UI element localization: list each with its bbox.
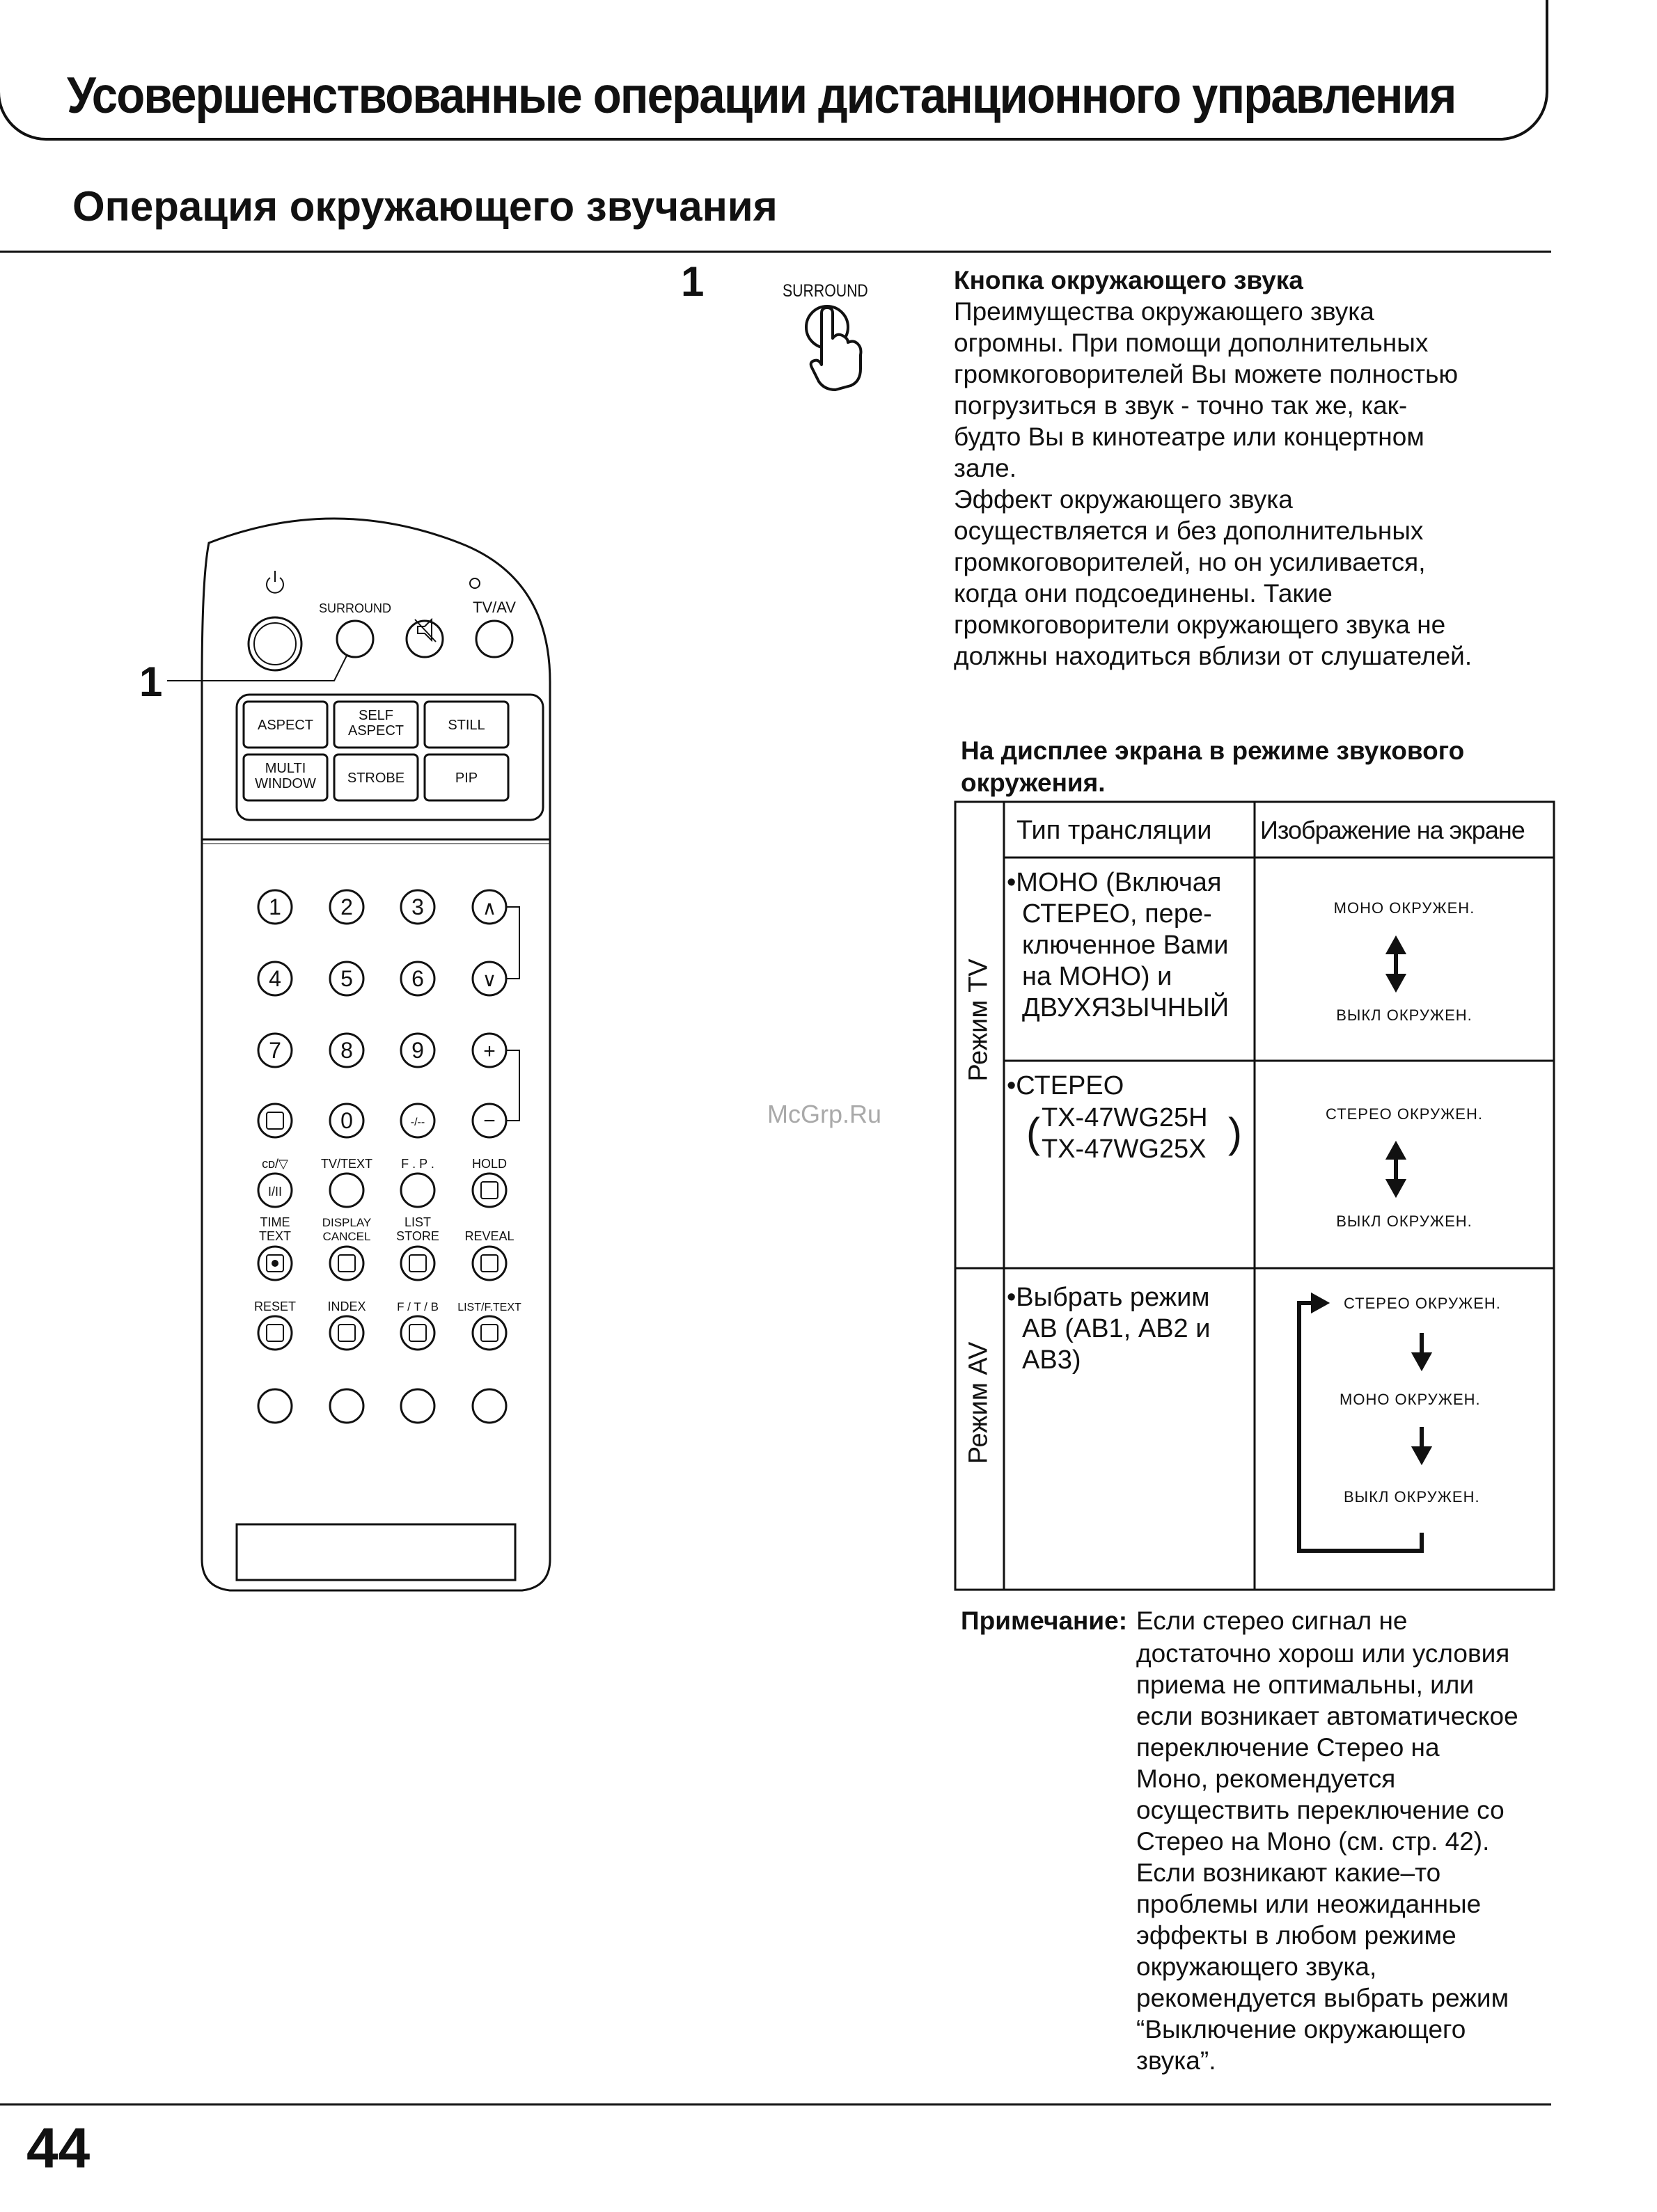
mode-tv-label: Режим TV xyxy=(964,958,994,1082)
note-line: окружающего звука, xyxy=(1136,1952,1377,1981)
surround-description xyxy=(954,264,1566,672)
note-line: Если возникают какие–то xyxy=(1136,1858,1441,1887)
blue-button[interactable] xyxy=(473,1389,506,1423)
type-line: •СТЕРЕО xyxy=(1007,1071,1124,1100)
note-first-line: Если стерео сигнал не xyxy=(1136,1606,1408,1635)
type-line: на МОНО) и xyxy=(1022,962,1172,991)
digit-label: 8 xyxy=(340,1038,353,1063)
reveal-label: REVEAL xyxy=(464,1229,515,1243)
description-line: Преимущества окружающего звука xyxy=(954,297,1374,326)
description-line: будто Вы в кинотеатре или концертном xyxy=(954,422,1424,451)
recall-button[interactable] xyxy=(258,1104,292,1137)
digit-label: 2 xyxy=(340,894,353,919)
surround-button[interactable] xyxy=(337,621,373,657)
list-store-button[interactable] xyxy=(401,1247,434,1280)
tvav-button[interactable] xyxy=(476,621,512,657)
type-line: СТЕРЕО, пере- xyxy=(1022,899,1212,929)
tvtext-label: TV/TEXT xyxy=(320,1157,373,1171)
type-line: ключенное Вами xyxy=(1022,931,1229,960)
red-button[interactable] xyxy=(258,1389,292,1423)
display-heading-line: На дисплее экрана в режиме звукового xyxy=(961,736,1465,765)
digit-label: 6 xyxy=(411,966,424,991)
remote-tvav-label: TV/AV xyxy=(473,599,516,616)
note-line: звука”. xyxy=(1136,2046,1216,2075)
digit-label: 1 xyxy=(269,894,281,919)
type-line: АВ3) xyxy=(1022,1345,1081,1375)
ftb-button[interactable] xyxy=(401,1316,434,1350)
type-line: •Выбрать режим xyxy=(1007,1283,1210,1312)
remote-callout-number: 1 xyxy=(139,658,163,705)
column-header-screen: Изображение на экране xyxy=(1260,816,1525,844)
note-line: проблемы или неожиданные xyxy=(1136,1890,1482,1918)
list-ftext-button[interactable] xyxy=(473,1316,506,1350)
note-body xyxy=(1136,1638,1554,2076)
screen-av-stereo: СТЕРЕО ОКРУЖЕН. xyxy=(1344,1295,1501,1312)
type-line: ДВУХЯЗЫЧНЫЙ xyxy=(1022,993,1230,1022)
screen-stereo-off: ВЫКЛ ОКРУЖЕН. xyxy=(1336,1212,1473,1230)
one-two-label: I/II xyxy=(267,1185,283,1199)
display-label: DISPLAY xyxy=(322,1216,372,1229)
cycle-arrows-icon xyxy=(1299,1296,1429,1551)
minus-label: − xyxy=(483,1109,496,1132)
note-line: если возникает автоматическое xyxy=(1136,1702,1518,1730)
bracket-left: ( xyxy=(1026,1109,1040,1156)
plus-label: + xyxy=(483,1040,496,1063)
hold-label: HOLD xyxy=(471,1157,508,1171)
model-name: TX-47WG25H xyxy=(1042,1103,1208,1132)
note-line: Моно, рекомендуется xyxy=(1136,1764,1396,1793)
list-ftext-label: LIST/F.TEXT xyxy=(457,1302,521,1313)
yellow-button[interactable] xyxy=(401,1389,434,1423)
fp-label: F . P . xyxy=(401,1157,434,1171)
note-line: эффекты в любом режиме xyxy=(1136,1921,1456,1950)
multi-window-label: MULTI xyxy=(265,761,306,776)
model-name: TX-47WG25X xyxy=(1042,1135,1207,1164)
toggle-arrow-icon xyxy=(1389,1145,1403,1194)
display-cancel-button[interactable] xyxy=(330,1247,363,1280)
description-line: зале. xyxy=(954,454,1016,482)
bracket-right: ) xyxy=(1228,1109,1242,1156)
down-label: ∨ xyxy=(482,969,497,990)
pip-label: PIP xyxy=(455,771,478,786)
note-line: осуществить переключение со xyxy=(1136,1796,1505,1824)
description-line: громкоговорители окружающего звука не xyxy=(954,610,1446,639)
remote-body xyxy=(202,519,550,1590)
index-label: INDEX xyxy=(327,1299,366,1313)
digit-label: 5 xyxy=(340,966,353,991)
hand-press-icon xyxy=(794,299,877,404)
battery-cover xyxy=(237,1524,515,1580)
hold-button[interactable] xyxy=(473,1174,506,1207)
description-line: громкоговорителей Вы можете полностью xyxy=(954,360,1459,388)
multi-window-label: WINDOW xyxy=(255,776,316,791)
note-line: “Выключение окружающего xyxy=(1136,2015,1466,2044)
section-title: Операция окружающего звучания xyxy=(72,183,778,230)
footer-divider xyxy=(0,2103,1551,2106)
digit-label: 7 xyxy=(269,1038,281,1063)
display-label: CANCEL xyxy=(322,1230,371,1243)
row-stereo-type xyxy=(1007,1071,1124,1102)
description-line: должны находиться вблизи от слушателей. xyxy=(954,642,1473,670)
ftb-label: F / T / B xyxy=(397,1300,439,1313)
watermark: McGrp.Ru xyxy=(767,1100,882,1128)
screen-stereo-on: СТЕРЕО ОКРУЖЕН. xyxy=(1326,1105,1483,1123)
self-aspect-label: SELF xyxy=(358,708,394,723)
note-line: переключение Стерео на xyxy=(1136,1733,1440,1762)
time-label: TIME xyxy=(260,1215,290,1229)
indicator-led xyxy=(470,578,480,588)
screen-av-mono: МОНО ОКРУЖЕН. xyxy=(1340,1391,1481,1408)
note-line: достаточно хорош или условия xyxy=(1136,1639,1510,1668)
green-button[interactable] xyxy=(330,1389,363,1423)
note-line: рекомендуется выбрать режим xyxy=(1136,1984,1509,2012)
note-line: приема не оптимальны, или xyxy=(1136,1670,1475,1699)
display-heading-line: окружения. xyxy=(961,768,1106,797)
screen-mono-off: ВЫКЛ ОКРУЖЕН. xyxy=(1336,1006,1473,1024)
description-line: громкоговорителей, но он усиливается, xyxy=(954,548,1426,576)
description-line: погрузиться в звук - точно так же, как- xyxy=(954,391,1408,420)
reset-button[interactable] xyxy=(258,1316,292,1350)
description-line: огромны. При помощи дополнительных xyxy=(954,329,1429,357)
description-heading: Кнопка окружающего звука xyxy=(954,266,1303,294)
index-button[interactable] xyxy=(330,1316,363,1350)
type-line: АВ (АВ1, АВ2 и xyxy=(1022,1314,1211,1343)
row-av-type xyxy=(1007,1282,1210,1376)
mode-av-label: Режим AV xyxy=(964,1341,994,1464)
remote-surround-label: SURROUND xyxy=(318,601,392,615)
section-divider xyxy=(0,251,1551,253)
column-header-type: Тип трансляции xyxy=(1016,816,1212,845)
self-aspect-label: ASPECT xyxy=(347,723,405,738)
digit-label: 0 xyxy=(340,1108,353,1133)
reset-label: RESET xyxy=(253,1299,297,1313)
strobe-label: STROBE xyxy=(347,771,405,786)
sound-label: ᴄᴅ/▽ xyxy=(262,1157,288,1171)
power-button[interactable] xyxy=(249,617,301,670)
time-label: TEXT xyxy=(258,1229,292,1243)
still-label: STILL xyxy=(448,718,485,733)
digit-label: 3 xyxy=(411,894,424,919)
fp-button[interactable] xyxy=(401,1174,434,1207)
toggle-arrow-icon xyxy=(1389,940,1403,988)
step-number: 1 xyxy=(681,258,705,305)
page-header-title: Усовершенствованные операции дистанционного управления xyxy=(67,68,1456,124)
row-mono-type xyxy=(1007,867,1229,1024)
description-line: Эффект окружающего звука xyxy=(954,485,1293,514)
dash-label: -/-- xyxy=(410,1116,425,1128)
surround-button-label: SURROUND xyxy=(783,281,868,301)
type-line: •МОНО (Включая xyxy=(1007,868,1222,897)
screen-av-off: ВЫКЛ ОКРУЖЕН. xyxy=(1344,1488,1480,1506)
description-line: когда они подсоединены. Такие xyxy=(954,579,1333,608)
list-label: STORE xyxy=(396,1229,439,1243)
digit-label: 4 xyxy=(269,966,281,991)
digit-label: 9 xyxy=(411,1038,424,1063)
remote-control-illustration xyxy=(125,501,585,1601)
reveal-button[interactable] xyxy=(473,1247,506,1280)
stereo-models xyxy=(1042,1103,1208,1165)
display-heading xyxy=(961,735,1573,799)
page-number: 44 xyxy=(26,2117,91,2180)
description-line: осуществляется и без дополнительных xyxy=(954,516,1424,545)
list-label: LIST xyxy=(404,1215,432,1229)
aspect-label: ASPECT xyxy=(257,718,314,733)
tv-text-button[interactable] xyxy=(330,1174,363,1207)
note-label: Примечание: xyxy=(961,1606,1128,1635)
screen-mono-on: МОНО ОКРУЖЕН. xyxy=(1333,899,1475,917)
up-label: ∧ xyxy=(482,897,497,919)
note-line: Стерео на Моно (см. стр. 42). xyxy=(1136,1827,1490,1856)
